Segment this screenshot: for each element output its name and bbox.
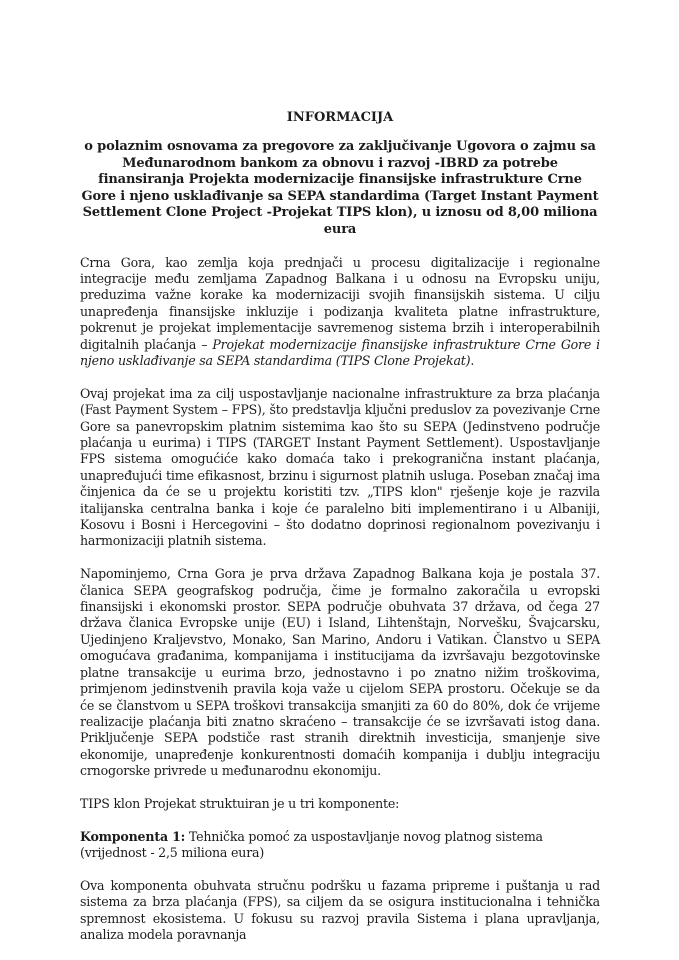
paragraph-components-intro: TIPS klon Projekat struktuiran je u tri komponente:: [80, 795, 400, 811]
paragraph-text: Crna Gora, kao zemlja koja prednjači u procesu digitalizacije i regionalne integracije među zemljama Zapadnog Balkana i u odnosu na Evropsku uniju, preduzima važne korake ka modernizaciji svojih finansijskih sistema. U cilju unapređenja finansijske inkluzije i podizanja kvaliteta platne infrastrukture, pokrenut je projekat implementacije savremenog sistema brzih i interoperabilnih digitalnih plaćanja –: [80, 254, 600, 352]
paragraph-tail: .: [470, 353, 475, 368]
paragraph-intro: [80, 255, 600, 370]
component-1-label: Komponenta 1:: [80, 828, 186, 844]
document-subtitle: o polaznim osnovama za pregovore za zaključivanje Ugovora o zajmu sa Međunarodnom bankom za obnovu i razvoj -IBRD za potrebe finansiranja Projekta modernizacije finansijske infrastrukture Crne Gore i njeno usklađivanje sa SEPA standardima (Target Instant Payment Settlement Clone Project -Projekat TIPS klon), u iznosu od 8,00 miliona eura: [81, 139, 599, 237]
paragraph-component-1: [80, 829, 600, 862]
document-title: INFORMACIJA: [286, 110, 394, 125]
component-1-text: Tehnička pomoć za uspostavljanje novog platnog sistema (vrijednost - 2,5 miliona eura): [80, 828, 543, 861]
project-name-italic: Projekat modernizacije finansijske infrastrukture Crne Gore i njeno usklađivanje sa SEPA standardima (TIPS Clone Projekat): [80, 336, 600, 368]
paragraph-component-1-description: Ova komponenta obuhvata stručnu podršku u fazama pripreme i puštanja u rad sistema za brza plaćanja (FPS), sa ciljem da se osigura institucionalna i tehnička spremnost ekosistema. U fokusu su razvoj pravila Sistema i plana upravljanja, analiza modela poravnanja: [80, 877, 600, 943]
paragraph-sepa-membership: Napominjemo, Crna Gora je prva država Zapadnog Balkana koja je postala 37. članica SEPA geografskog područja, čime je formalno zakoračila u evropski finansijski i ekonomski prostor. SEPA područje obuhvata 37 država, od čega 27 država članica Evropske unije (EU) i Island, Lihtenštajn, Norvešku, Švajcarsku, Ujedinjeno Kraljevstvo, Monako, San Marino, Andoru i Vatikan. Članstvo u SEPA omogućava građanima, kompanijama i institucijama da izvršavaju bezgotovinske platne transakcije u eurima brzo, jednostavno i po znatno nižim troškovima, primjenom jedinstvenih pravila koja važe u cijelom SEPA prostoru. Očekuje se da će se članstvom u SEPA troškovi transakcija smanjiti za 60 do 80%, dok će vrijeme realizacije plaćanja biti znatno skraćeno – transakcije će se izvršavati istog dana. Priključenje SEPA podstiče rast stranih direktnih investicija, smanjenje sive ekonomije, unapređenje konkurentnosti domaćih kompanija i dublju integraciju crnogorske privrede u međunarodnu ekonomiju.: [80, 566, 600, 779]
document-page: [80, 110, 600, 960]
paragraph-project-goal: Ovaj projekat ima za cilj uspostavljanje nacionalne infrastrukture za brza plaćanja (Fast Payment System – FPS), što predstavlja ključni preduslov za povezivanje Crne Gore sa panevropskim platnim sistemima kao što su SEPA (Jedinstveno područje plaćanja u eurima) i TIPS (TARGET Instant Payment Settlement). Uspostavljanje FPS sistema omogućiće kako domaća tako i prekogranična instant plaćanja, unapređujući time efikasnost, brzinu i sigurnost platnih usluga. Poseban značaj ima činjenica da će se u projektu koristiti tzv. „TIPS klon" rješenje koje je razvila italijanska centralna banka i koje će paralelno biti implementirano i u Albaniji, Kosovu i Bosni i Hercegovini – što dodatno doprinosi regionalnom povezivanju i harmonizaciji platnih sistema.: [80, 385, 600, 549]
